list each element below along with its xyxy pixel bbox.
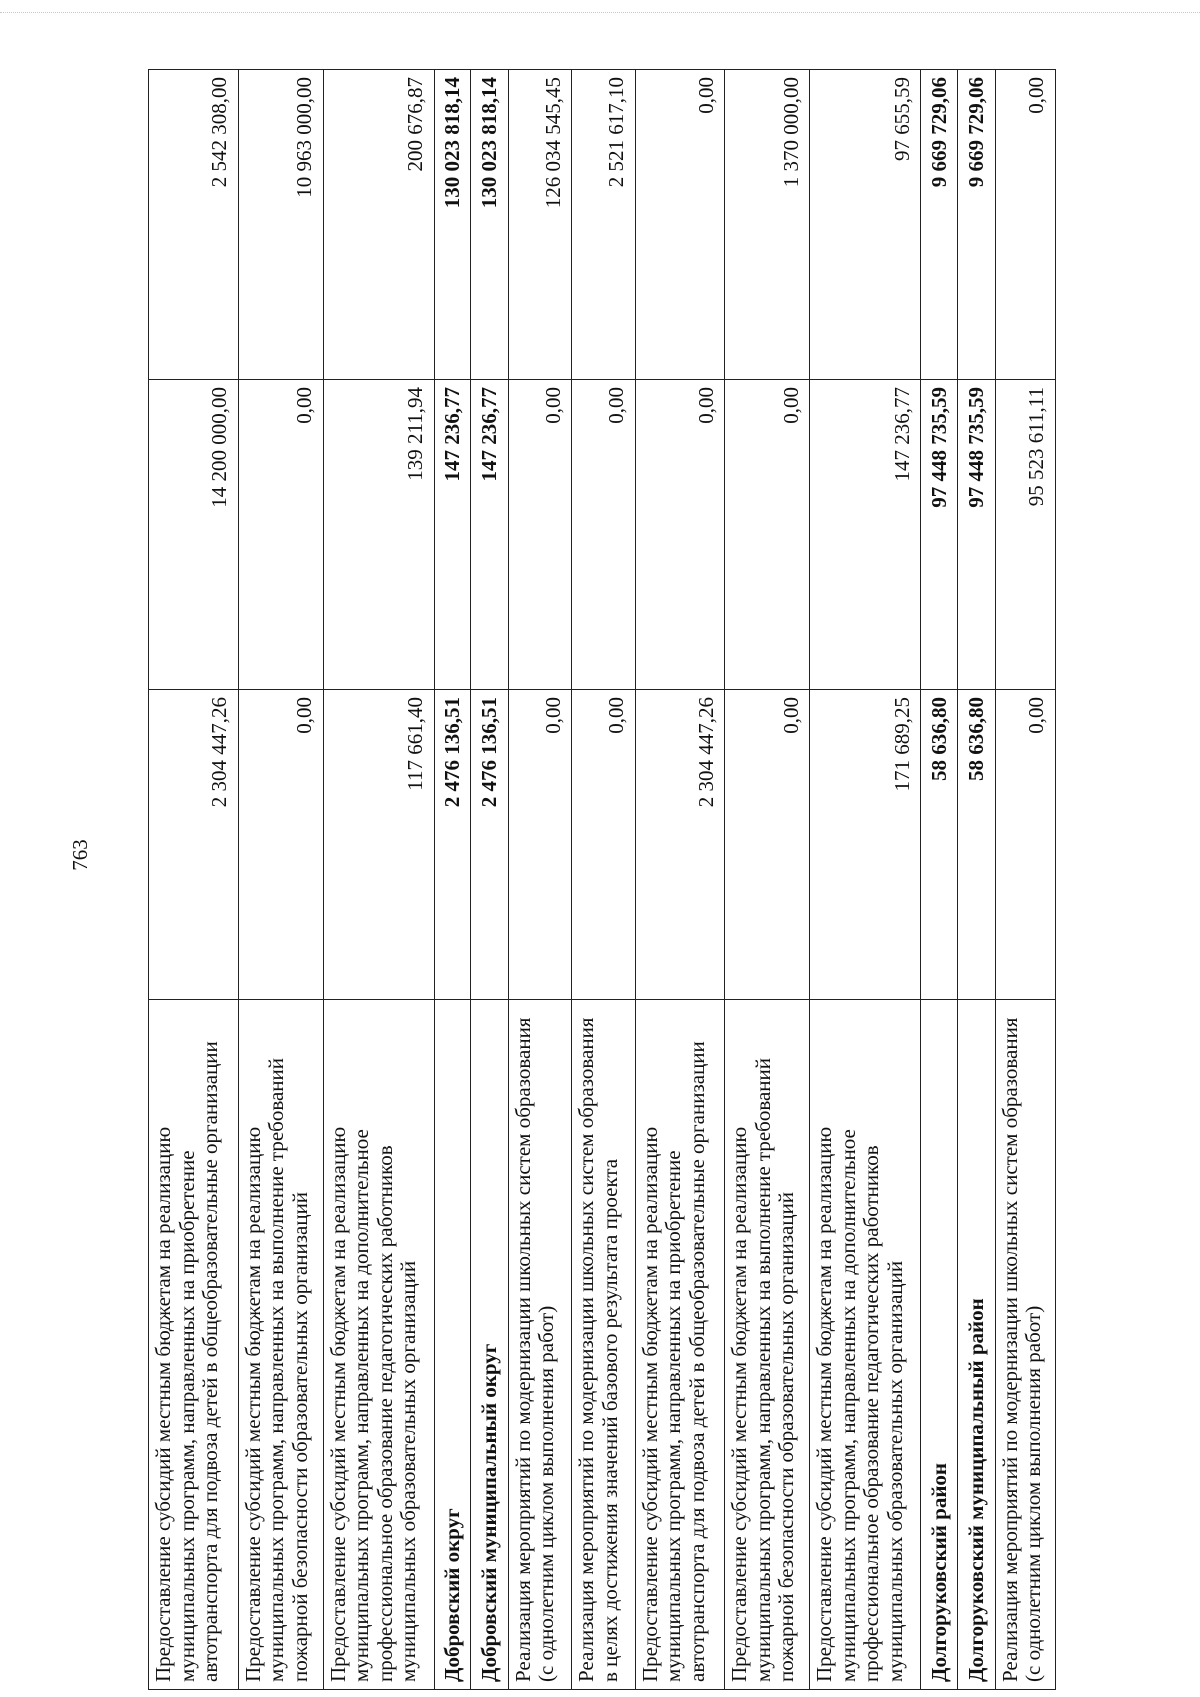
value-cell-1: 171 689,25 bbox=[810, 690, 921, 1000]
value-cell-1: 2 476 136,51 bbox=[434, 690, 471, 1000]
value-cell-2: 139 211,94 bbox=[323, 380, 434, 690]
value-cell-1: 58 636,80 bbox=[921, 690, 958, 1000]
value-cell-1: 2 304 447,26 bbox=[149, 690, 239, 1000]
value-cell-3: 9 669 729,06 bbox=[921, 70, 958, 380]
row-label: Реализация мероприятий по модернизации школьных систем образования в целях достижения значений базового результата проекта bbox=[572, 1000, 636, 1690]
row-label: Предоставление субсидий местным бюджетам на реализацию муниципальных программ, направленных на выполнение требований пожарной безопасности образовательных организаций bbox=[238, 1000, 323, 1690]
value-cell-3: 130 023 818,14 bbox=[471, 70, 508, 380]
table-row bbox=[323, 70, 434, 1690]
value-cell-2: 0,00 bbox=[635, 380, 725, 690]
row-label: Добровский муниципальный округ bbox=[471, 1000, 508, 1690]
row-label: Предоставление субсидий местным бюджетам на реализацию муниципальных программ, направленных на приобретение автотранспорта для подвоза детей в общеобразовательные организации bbox=[635, 1000, 725, 1690]
table-row bbox=[725, 70, 810, 1690]
value-cell-3: 0,00 bbox=[995, 70, 1055, 380]
table-row bbox=[995, 70, 1055, 1690]
table-row bbox=[238, 70, 323, 1690]
value-cell-2: 147 236,77 bbox=[810, 380, 921, 690]
row-label: Предоставление субсидий местным бюджетам на реализацию муниципальных программ, направленных на выполнение требований пожарной безопасности образовательных организаций bbox=[725, 1000, 810, 1690]
value-cell-2: 0,00 bbox=[238, 380, 323, 690]
page-number: 763 bbox=[68, 839, 92, 871]
value-cell-3: 97 655,59 bbox=[810, 70, 921, 380]
value-cell-3: 126 034 545,45 bbox=[508, 70, 572, 380]
value-cell-1: 0,00 bbox=[995, 690, 1055, 1000]
table-row bbox=[149, 70, 239, 1690]
value-cell-2: 0,00 bbox=[572, 380, 636, 690]
budget-table bbox=[148, 69, 1056, 1690]
value-cell-2: 97 448 735,59 bbox=[921, 380, 958, 690]
value-cell-2: 95 523 611,11 bbox=[995, 380, 1055, 690]
budget-table-body bbox=[149, 70, 1056, 1690]
row-label: Долгоруковский муниципальный район bbox=[958, 1000, 995, 1690]
value-cell-2: 0,00 bbox=[725, 380, 810, 690]
row-label: Реализация мероприятий по модернизации школьных систем образования (с однолетним циклом выполнения работ) bbox=[508, 1000, 572, 1690]
row-label: Добровский округ bbox=[434, 1000, 471, 1690]
value-cell-3: 9 669 729,06 bbox=[958, 70, 995, 380]
table-row bbox=[958, 70, 995, 1690]
scan-edge-line bbox=[0, 12, 1200, 13]
value-cell-1: 58 636,80 bbox=[958, 690, 995, 1000]
value-cell-2: 14 200 000,00 bbox=[149, 380, 239, 690]
value-cell-1: 2 476 136,51 bbox=[471, 690, 508, 1000]
value-cell-3: 130 023 818,14 bbox=[434, 70, 471, 380]
table-row bbox=[508, 70, 572, 1690]
row-label: Предоставление субсидий местным бюджетам на реализацию муниципальных программ, направленных на дополнительное профессиональное образование педагогических работников муниципальных образовательных организаций bbox=[810, 1000, 921, 1690]
value-cell-3: 1 370 000,00 bbox=[725, 70, 810, 380]
table-row bbox=[635, 70, 725, 1690]
value-cell-1: 117 661,40 bbox=[323, 690, 434, 1000]
value-cell-2: 97 448 735,59 bbox=[958, 380, 995, 690]
value-cell-2: 147 236,77 bbox=[434, 380, 471, 690]
table-row bbox=[572, 70, 636, 1690]
value-cell-1: 0,00 bbox=[725, 690, 810, 1000]
value-cell-3: 0,00 bbox=[635, 70, 725, 380]
table-row bbox=[434, 70, 471, 1690]
value-cell-1: 2 304 447,26 bbox=[635, 690, 725, 1000]
value-cell-1: 0,00 bbox=[238, 690, 323, 1000]
value-cell-1: 0,00 bbox=[572, 690, 636, 1000]
row-label: Предоставление субсидий местным бюджетам на реализацию муниципальных программ, направленных на приобретение автотранспорта для подвоза детей в общеобразовательные организации bbox=[149, 1000, 239, 1690]
value-cell-2: 0,00 bbox=[508, 380, 572, 690]
table-row bbox=[471, 70, 508, 1690]
value-cell-3: 10 963 000,00 bbox=[238, 70, 323, 380]
value-cell-2: 147 236,77 bbox=[471, 380, 508, 690]
row-label: Долгоруковский район bbox=[921, 1000, 958, 1690]
value-cell-1: 0,00 bbox=[508, 690, 572, 1000]
row-label: Реализация мероприятий по модернизации школьных систем образования (с однолетним циклом выполнения работ) bbox=[995, 1000, 1055, 1690]
value-cell-3: 2 542 308,00 bbox=[149, 70, 239, 380]
row-label: Предоставление субсидий местным бюджетам на реализацию муниципальных программ, направленных на дополнительное профессиональное образование педагогических работников муниципальных образовательных организаций bbox=[323, 1000, 434, 1690]
table-row bbox=[921, 70, 958, 1690]
value-cell-3: 2 521 617,10 bbox=[572, 70, 636, 380]
table-row bbox=[810, 70, 921, 1690]
rotated-table-wrapper bbox=[148, 77, 1056, 1690]
value-cell-3: 200 676,87 bbox=[323, 70, 434, 380]
